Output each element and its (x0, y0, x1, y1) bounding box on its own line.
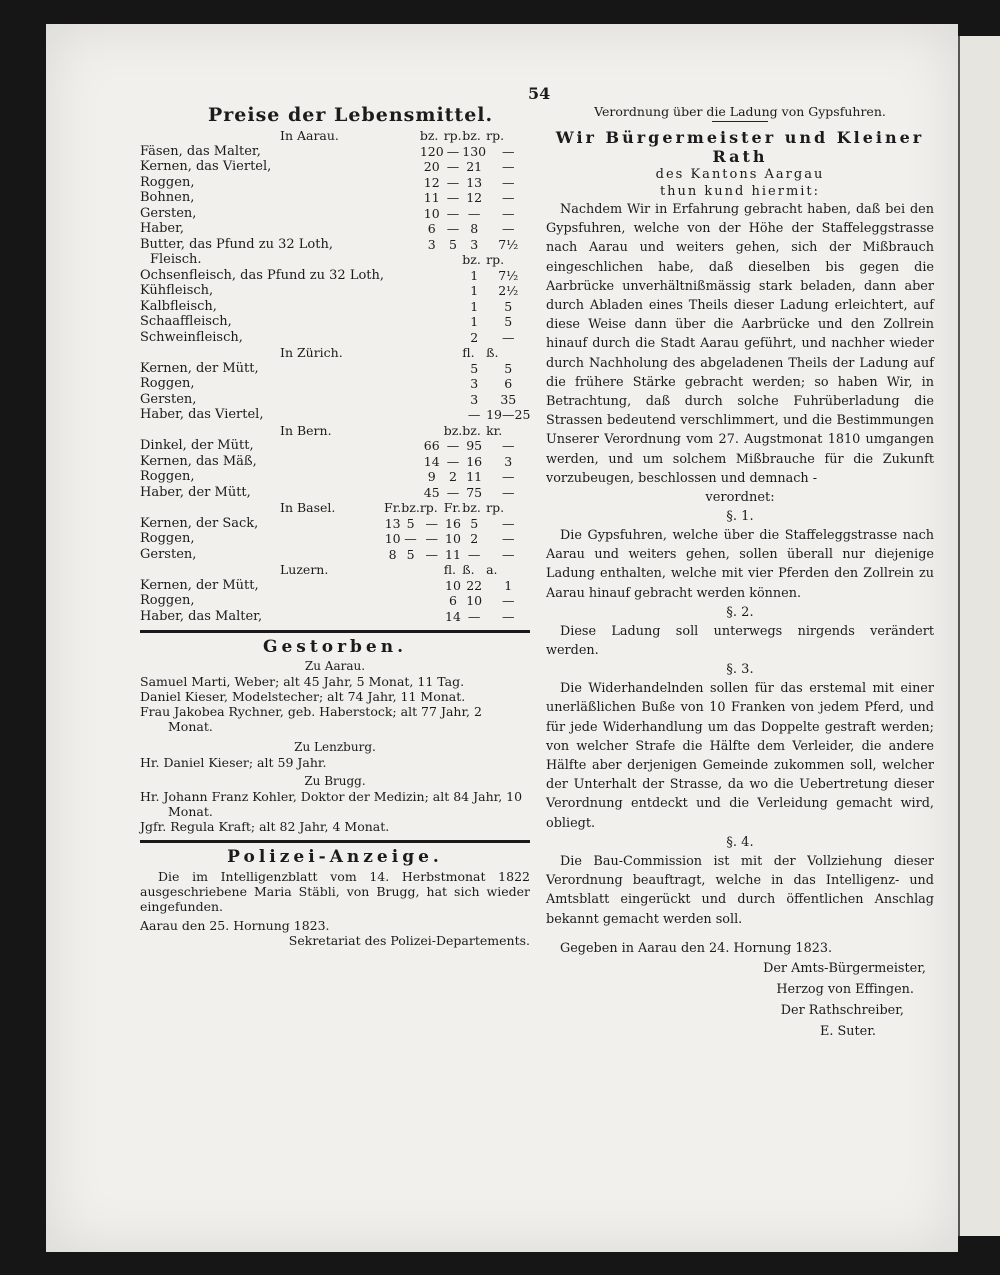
empty-cell (401, 221, 420, 237)
price-value: 12 (466, 190, 483, 205)
price-value: 5 (470, 515, 479, 531)
empty-cell (444, 252, 463, 268)
price-row (140, 144, 530, 160)
place-brugg: Zu Brugg. (304, 774, 366, 788)
signature-name-2: E. Suter. (820, 1023, 876, 1039)
empty-cell (384, 144, 401, 160)
empty-cell (401, 423, 420, 439)
section-mark-3: §. 3. (726, 662, 754, 678)
price-value: — (502, 484, 515, 500)
price-value: 95 (466, 438, 483, 453)
price-value: 21 (466, 159, 483, 174)
price-value: 16 (445, 515, 461, 531)
price-value: 14 (423, 453, 440, 469)
price-row (140, 485, 530, 501)
price-row (140, 237, 530, 253)
section-label: Fleisch. (150, 252, 202, 267)
empty-cell (384, 283, 401, 299)
price-value: 22 (466, 577, 483, 593)
price-value: 3 (470, 391, 479, 407)
price-value: 7½ (498, 236, 519, 252)
price-value: 3 (470, 236, 479, 252)
decree-given: Gegeben in Aarau den 24. Hornung 1823. (560, 940, 833, 956)
empty-cell (401, 407, 420, 423)
empty-cell (384, 361, 401, 377)
empty-cell (444, 314, 463, 330)
empty-cell (384, 593, 401, 609)
page-number: 54 (528, 84, 551, 103)
empty-cell (444, 268, 463, 284)
death-entry: Frau Jakobea Rychner, geb. Haberstock; alt 77 Jahr, 2 Monat. (140, 704, 482, 734)
price-row (140, 190, 530, 206)
price-item: Gersten, (140, 205, 197, 221)
empty-cell (401, 361, 420, 377)
empty-cell (384, 314, 401, 330)
price-value: 2 (470, 531, 479, 546)
price-value: 3 (504, 453, 513, 469)
decree-preamble: Nachdem Wir in Erfahrung gebracht haben, daß bei den Gypsfuhren, welche von der Höhe der Staffeleggstrasse nach Aarau und weiters gehen, sich der Mißbrauch eingeschlichen habe, daß dieselben bis gegen die Aarbrücke unverhältnißmässig stark beladen, dann aber durch Abladen eines Theils dieser Ladung erleichtert, auf diese Weise dann über die Aarbrücke und den Zollrein hinauf durch die Stadt Aarau geführt, und nachher wieder durch Nachholung des abgeladenen Theils der Ladung auf die frühere Stärke gebracht werden; so haben Wir, in Betrachtung, daß durch solche Fuhrüberladung die Strassen bedeutend verschlimmert, und die Bestimmungen Unserer Verordnung vom 27. Augstmonat 1810 umgangen werden, und um solchem Mißbrauche für die Zukunft vorzubeugen, beschlossen und demnach - (546, 202, 934, 486)
price-value: 3 (427, 236, 436, 252)
empty-cell (384, 221, 401, 237)
price-value: — (502, 531, 515, 546)
unit-header: fl. (443, 562, 456, 577)
empty-cell (420, 345, 444, 361)
empty-cell (401, 330, 420, 346)
empty-cell (444, 392, 463, 408)
price-value: 1 (470, 283, 479, 298)
price-item: Roggen, (140, 531, 195, 546)
price-item: Kernen, der Sack, (140, 515, 259, 531)
price-row (140, 593, 530, 609)
empty-cell (420, 609, 444, 625)
left-column (140, 104, 530, 948)
empty-cell (420, 268, 444, 284)
price-value: — (502, 438, 515, 453)
price-item: Gersten, (140, 391, 197, 407)
empty-cell (444, 407, 463, 423)
price-row (140, 206, 530, 222)
price-row (140, 299, 530, 315)
price-value: 20 (423, 159, 440, 174)
empty-cell (420, 252, 444, 268)
empty-cell (401, 469, 420, 485)
price-row (140, 407, 530, 423)
price-value: 11 (466, 469, 483, 484)
empty-cell (420, 314, 444, 330)
empty-cell (384, 268, 401, 284)
empty-cell (384, 206, 401, 222)
price-row (140, 314, 530, 330)
price-section-header-luzern (140, 562, 530, 578)
empty-cell (401, 485, 420, 501)
decree-proclaim: thun kund hiermit: (659, 184, 821, 199)
price-value: 10 (466, 593, 483, 608)
empty-cell (444, 376, 463, 392)
section-text-2: Diese Ladung soll unterwegs nirgends verändert werden. (546, 623, 934, 659)
price-value: 6 (427, 221, 436, 236)
unit-header: bz. (443, 422, 463, 438)
unit-header: rp. (443, 128, 462, 143)
section-text-4: Die Bau-Commission ist mit der Vollziehung dieser Verordnung beauftragt, welche in das Intelligenz- und Amtsblatt eingerückt und durch öffentlichen Anschlag bekannt gemacht werden soll. (546, 853, 934, 927)
price-value: 8 (388, 546, 397, 562)
price-value: 11 (445, 546, 461, 562)
price-value: — (502, 159, 515, 174)
empty-cell (384, 376, 401, 392)
price-value: — (502, 143, 515, 159)
empty-cell (420, 407, 444, 423)
price-row (140, 175, 530, 191)
price-table (140, 128, 530, 624)
section-mark-4: §. 4. (726, 834, 754, 850)
decree-heading: Wir Bürgermeister und Kleiner Rath (555, 128, 925, 166)
death-entry: Hr. Daniel Kieser; alt 59 Jahr. (140, 755, 327, 770)
empty-cell (384, 609, 401, 625)
price-value: 1 (470, 298, 479, 314)
price-row (140, 469, 530, 485)
next-page-edge (958, 36, 1000, 1236)
empty-cell (401, 237, 420, 253)
price-value: — (502, 608, 515, 624)
empty-cell (401, 454, 420, 470)
price-value: — (446, 484, 460, 500)
empty-cell (401, 283, 420, 299)
empty-cell (401, 206, 420, 222)
price-value: 5 (504, 360, 513, 376)
price-item: Roggen, (140, 174, 195, 190)
empty-cell (420, 562, 444, 578)
price-value: 8 (470, 221, 479, 236)
signature-name-1: Herzog von Effingen. (776, 981, 914, 997)
price-value: 10 (445, 531, 461, 546)
price-item: Fäsen, das Malter, (140, 143, 261, 159)
price-item: Haber, der Mütt, (140, 484, 251, 500)
price-value: 7½ (498, 267, 519, 283)
price-value: 1 (470, 314, 479, 329)
price-value: 2 (448, 469, 457, 484)
price-item: Haber, (140, 221, 185, 236)
price-value: — (502, 546, 515, 562)
empty-cell (384, 438, 401, 454)
price-value: 5 (470, 360, 479, 376)
unit-header: bz. (401, 500, 420, 515)
price-value: — (502, 190, 515, 205)
price-item: Roggen, (140, 376, 195, 391)
empty-cell (444, 361, 463, 377)
section-label: In Basel. (280, 500, 336, 515)
price-item: Schaaffleisch, (140, 314, 232, 329)
empty-cell (420, 330, 444, 346)
price-value: 5 (448, 236, 457, 252)
unit-header: ß. (486, 345, 499, 360)
price-value: — (446, 453, 460, 469)
price-value: — (502, 205, 515, 221)
empty-cell (384, 407, 401, 423)
empty-cell (384, 175, 401, 191)
police-notice-signature: Sekretariat des Polizei-Departements. (288, 933, 530, 948)
empty-cell (384, 423, 401, 439)
price-item: Schweinfleisch, (140, 329, 243, 345)
price-item: Ochsenfleisch, das Pfund zu 32 Loth, (140, 267, 385, 283)
price-value: 5 (504, 314, 513, 329)
empty-cell (401, 392, 420, 408)
signature-title-2: Der Rathschreiber, (780, 1002, 904, 1018)
place-lenzburg: Zu Lenzburg. (294, 740, 376, 754)
price-value: 66 (423, 438, 440, 453)
price-row (140, 376, 530, 392)
unit-header: rp. (419, 500, 438, 515)
price-value: 10 (423, 205, 440, 221)
price-item: Kernen, das Viertel, (140, 159, 272, 174)
price-value: — (502, 174, 515, 190)
empty-cell (444, 330, 463, 346)
empty-cell (420, 376, 444, 392)
unit-header: bz. (462, 128, 481, 143)
price-value: 14 (445, 608, 461, 624)
unit-header: fl. (462, 345, 475, 360)
price-value: 5 (406, 546, 415, 562)
unit-header: bz. (419, 128, 439, 143)
empty-cell (401, 438, 420, 454)
section-label: In Zürich. (280, 345, 343, 360)
price-row (140, 454, 530, 470)
price-value: 5 (504, 298, 513, 314)
empty-cell (384, 159, 401, 175)
unit-header: bz. (462, 500, 481, 515)
price-value: 13 (384, 515, 401, 531)
empty-cell (401, 562, 420, 578)
price-section-header-bern (140, 423, 530, 439)
deaths-title: Gestorben. (262, 637, 408, 657)
price-row (140, 283, 530, 299)
signature-title-1: Der Amts-Bürgermeister, (763, 960, 926, 976)
empty-cell (420, 361, 444, 377)
empty-cell (384, 237, 401, 253)
price-row (140, 547, 530, 563)
section-rule (140, 630, 530, 633)
empty-cell (401, 190, 420, 206)
price-value: 1 (470, 267, 479, 283)
police-title: Polizei-Anzeige. (227, 847, 443, 867)
empty-cell (401, 159, 420, 175)
empty-cell (401, 268, 420, 284)
empty-cell (401, 345, 420, 361)
price-item: Bohnen, (140, 190, 195, 205)
section-text-3: Die Widerhandelnden sollen für das erstemal mit einer unerläßlichen Buße von 10 Franken von jedem Pferd, und für jede Widerhandlung um das Doppelte gestraft werden; von welcher Strafe die Hälfte dem Verleider, die andere Hälfte aber derjenigen Gemeinde zukommen soll, welcher der Unterhalt der Strasse, da wo die Uebertretung dieser Verordnung entdeckt und die Verleidung gemacht wird, obliegt. (546, 681, 934, 831)
price-value: — (467, 546, 481, 562)
empty-cell (420, 283, 444, 299)
price-row (140, 330, 530, 346)
price-item: Kernen, das Mäß, (140, 453, 257, 469)
section-mark-1: §. 1. (726, 509, 754, 525)
price-section-header-zuerich (140, 345, 530, 361)
price-value: 16 (466, 453, 483, 469)
price-row (140, 392, 530, 408)
unit-header: rp. (486, 128, 505, 143)
price-value: 12 (423, 174, 440, 190)
price-value: 6 (448, 593, 457, 608)
unit-header: Fr. (443, 500, 461, 515)
empty-cell (420, 593, 444, 609)
empty-cell (384, 190, 401, 206)
empty-cell (401, 175, 420, 191)
price-value: 130 (462, 143, 487, 159)
prices-title: Preise der Lebensmittel. (208, 104, 494, 126)
price-value: 11 (423, 190, 440, 205)
price-value: 9 (427, 469, 436, 484)
empty-cell (384, 345, 401, 361)
price-value: — (467, 407, 481, 422)
empty-cell (384, 469, 401, 485)
unit-header: ß. (462, 562, 475, 577)
empty-cell (384, 392, 401, 408)
empty-cell (384, 252, 401, 268)
price-row (140, 361, 530, 377)
price-value: — (502, 329, 515, 345)
price-value: 75 (466, 484, 483, 500)
empty-cell (401, 593, 420, 609)
empty-cell (384, 454, 401, 470)
head-rule (712, 121, 768, 122)
price-item: Kühfleisch, (140, 283, 214, 298)
death-entry: Hr. Johann Franz Kohler, Doktor der Medizin; alt 84 Jahr, 10 Monat. (140, 789, 523, 819)
death-entry: Jgfr. Regula Kraft; alt 82 Jahr, 4 Monat. (140, 819, 390, 834)
price-item: Butter, das Pfund zu 32 Loth, (140, 236, 333, 252)
price-item: Gersten, (140, 546, 197, 562)
empty-cell (420, 578, 444, 594)
price-value: 45 (423, 484, 440, 500)
unit-header: rp. (486, 252, 505, 267)
unit-header: a. (486, 562, 498, 577)
empty-cell (401, 314, 420, 330)
price-value: — (446, 438, 460, 453)
price-row (140, 438, 530, 454)
unit-header: bz. (462, 422, 481, 438)
empty-cell (401, 144, 420, 160)
section-mark-2: §. 2. (726, 604, 754, 620)
section-label: Luzern. (280, 562, 329, 577)
empty-cell (420, 423, 444, 439)
empty-cell (420, 392, 444, 408)
price-item: Kernen, der Mütt, (140, 360, 259, 376)
price-value: — (446, 159, 460, 174)
price-value: — (467, 205, 481, 221)
price-value: — (502, 593, 515, 608)
price-item: Kalbfleisch, (140, 298, 217, 314)
price-item: Kernen, der Mütt, (140, 577, 259, 593)
price-row (140, 268, 530, 284)
price-item: Haber, das Malter, (140, 608, 263, 624)
price-value: — (502, 469, 515, 484)
empty-cell (444, 345, 463, 361)
section-label: In Aarau. (280, 128, 339, 143)
price-value: 13 (466, 174, 483, 190)
price-item: Haber, das Viertel, (140, 407, 264, 422)
empty-cell (384, 330, 401, 346)
price-value: 10 (384, 531, 401, 546)
price-value: 3 (470, 376, 479, 391)
price-section-header-basel (140, 500, 530, 516)
price-row (140, 578, 530, 594)
price-row (140, 516, 530, 532)
price-value: 6 (504, 376, 513, 391)
price-section-header-fleisch (140, 252, 530, 268)
empty-cell (384, 128, 401, 144)
empty-cell (401, 128, 420, 144)
empty-cell (401, 299, 420, 315)
price-row (140, 531, 530, 547)
price-value: 120 (419, 143, 444, 159)
police-notice-date: Aarau den 25. Hornung 1823. (140, 918, 330, 933)
price-value: — (425, 546, 438, 562)
section-rule (140, 840, 530, 843)
price-row (140, 221, 530, 237)
section-label: In Bern. (280, 422, 332, 438)
price-value: 19—25 (486, 407, 531, 422)
price-item: Roggen, (140, 469, 195, 484)
empty-cell (384, 562, 401, 578)
price-value: — (502, 221, 515, 236)
decree-subheading: des Kantons Aargau (655, 167, 825, 182)
price-row (140, 159, 530, 175)
price-value: — (446, 221, 460, 236)
price-value: — (446, 143, 460, 159)
price-row (140, 609, 530, 625)
price-value: — (467, 608, 481, 624)
police-notice-text: Die im Intelligenzblatt vom 14. Herbstmonat 1822 ausgeschriebene Maria Stäbli, von Brugg, hat sich wieder eingefunden. (140, 869, 530, 914)
empty-cell (401, 578, 420, 594)
unit-header: rp. (486, 500, 505, 515)
price-value: — (404, 531, 417, 546)
empty-cell (384, 578, 401, 594)
price-section-header-aarau (140, 128, 530, 144)
unit-header: bz. (462, 252, 481, 267)
empty-cell (444, 299, 463, 315)
price-value: 1 (504, 577, 513, 593)
death-entry: Samuel Marti, Weber; alt 45 Jahr, 5 Monat, 11 Tag. (140, 674, 465, 689)
empty-cell (401, 252, 420, 268)
unit-header: kr. (486, 422, 503, 438)
right-column (546, 104, 934, 1042)
price-value: 10 (445, 577, 461, 593)
empty-cell (401, 376, 420, 392)
empty-cell (420, 299, 444, 315)
price-value: — (425, 531, 438, 546)
price-value: — (502, 515, 515, 531)
price-value: — (425, 515, 438, 531)
price-value: 5 (406, 515, 415, 531)
decree-ordains: verordnet: (705, 490, 775, 506)
price-value: — (446, 174, 460, 190)
empty-cell (384, 299, 401, 315)
empty-cell (384, 485, 401, 501)
price-value: — (446, 190, 460, 205)
section-text-1: Die Gypsfuhren, welche über die Staffeleggstrasse nach Aarau und weiters gehen, sollen überall nur diejenige Ladung enthalten, welche mit vier Pferden den Zollrein zu Aarau hinauf gebracht werden können. (546, 528, 934, 601)
price-value: 2 (470, 329, 479, 345)
price-item: Roggen, (140, 593, 195, 608)
price-item: Dinkel, der Mütt, (140, 438, 254, 453)
price-value: — (446, 205, 460, 221)
price-value: 2½ (498, 283, 519, 298)
unit-header: Fr. (384, 500, 402, 515)
price-value: 35 (500, 391, 517, 407)
running-head: Verordnung über die Ladung von Gypsfuhren. (594, 104, 886, 119)
empty-cell (444, 283, 463, 299)
empty-cell (401, 609, 420, 625)
death-entry: Daniel Kieser, Modelstecher; alt 74 Jahr, 11 Monat. (140, 689, 466, 704)
place-aarau: Zu Aarau. (304, 659, 366, 673)
